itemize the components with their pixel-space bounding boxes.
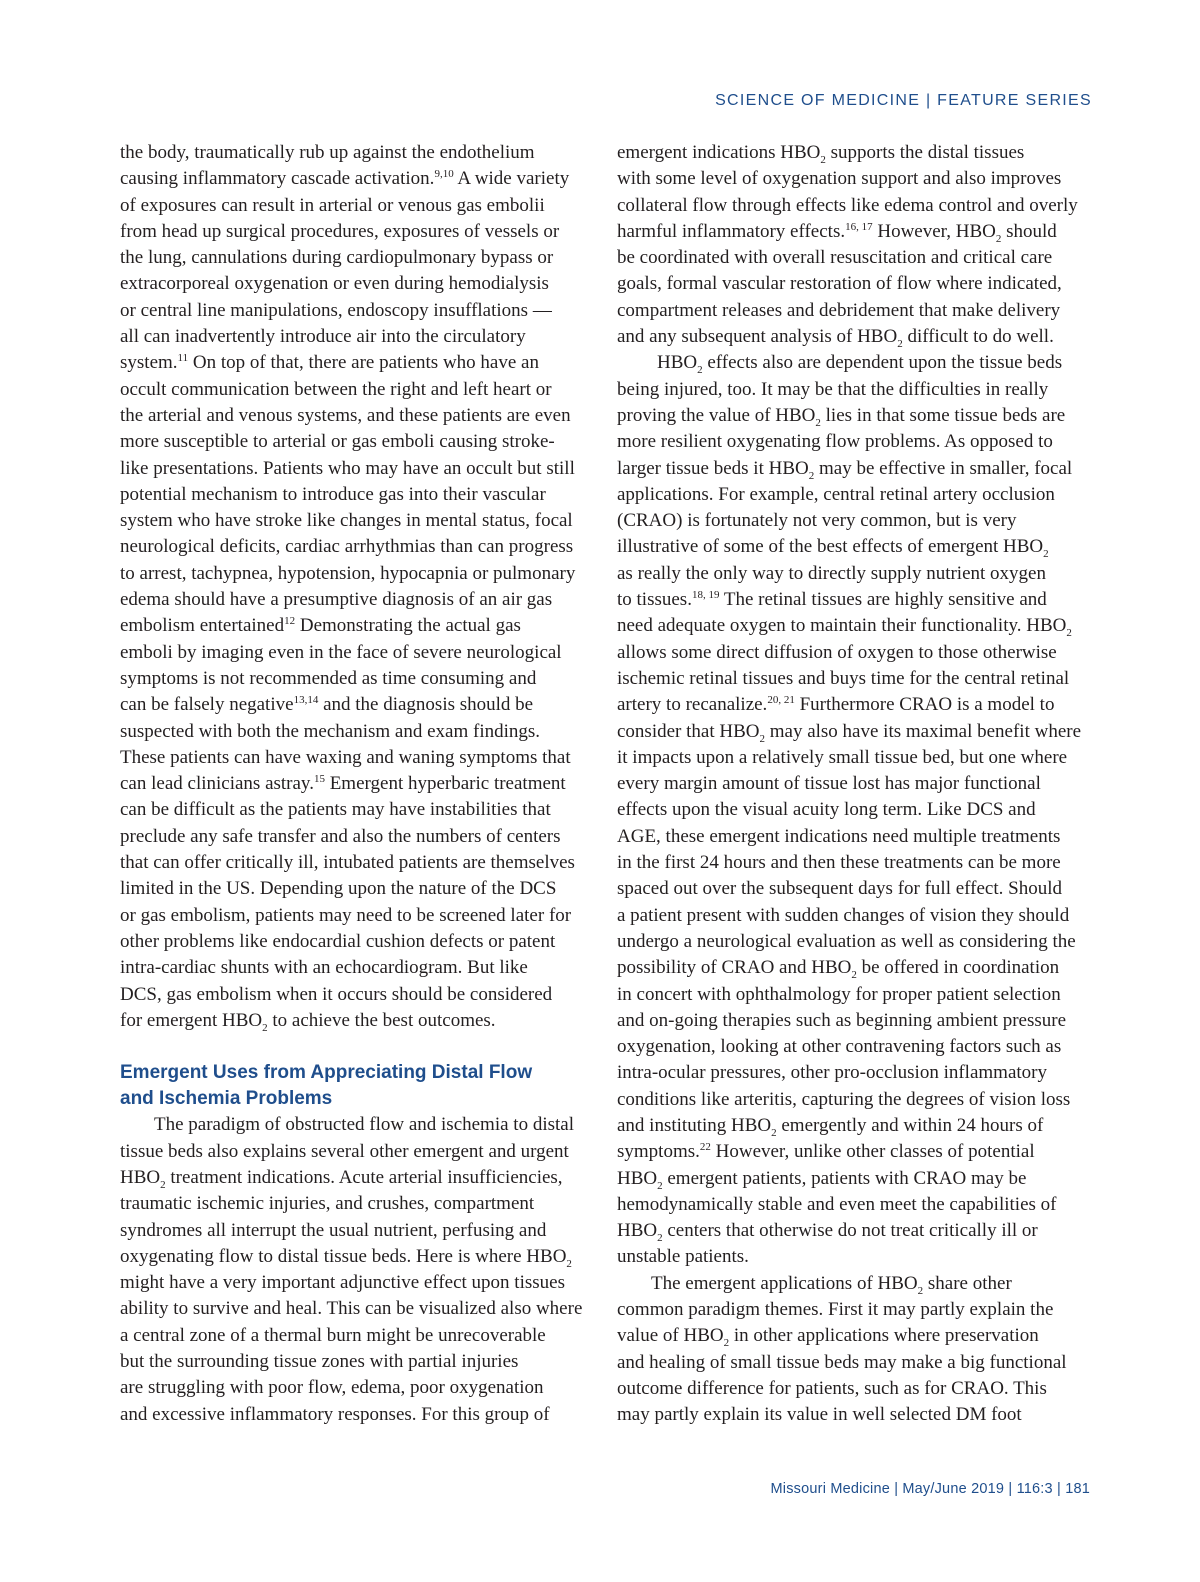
text-line: or central line manipulations, endoscopy insufflations — (120, 299, 552, 321)
right-column (617, 140, 1093, 1429)
text-line: of exposures can result in arterial or venous gas embolii (120, 194, 545, 216)
text-line: symptoms is not recommended as time consuming and (120, 667, 537, 689)
text-line: but the surrounding tissue zones with partial injuries (120, 1351, 519, 1373)
text-line: $HBO_2$ treatment indications. Acute arterial insufficiencies, (120, 1166, 563, 1191)
text-line: it impacts upon a relatively small tissue bed, but one where (617, 746, 1068, 768)
text-line: system.$^{11}$ On top of that, there are patients who have an (120, 352, 539, 374)
text-line: and any subsequent analysis of $HBO_2$ difficult to do well. (617, 326, 1054, 351)
text-line: goals, formal vascular restoration of flow where indicated, (617, 273, 1062, 295)
text-line: syndromes all interrupt the usual nutrient, perfusing and (120, 1219, 547, 1241)
text-line: being injured, too. It may be that the difficulties in really (617, 378, 1049, 400)
text-line: can lead clinicians astray.$^{15}$ Emergent hyperbaric treatment (120, 773, 566, 795)
running-header: SCIENCE OF MEDICINE | FEATURE SERIES (715, 92, 1092, 109)
paragraph-gap (120, 1034, 596, 1060)
text-line: The emergent applications of $HBO_2$ share other (651, 1272, 1012, 1297)
text-line: may partly explain its value in well selected DM foot (617, 1404, 1022, 1426)
text-line: causing inflammatory cascade activation.$^{9,10}$ A wide variety (120, 168, 570, 190)
text-line: effects upon the visual acuity long term. Like DCS and (617, 799, 1036, 821)
text-line: a central zone of a thermal burn might be unrecoverable (120, 1324, 546, 1346)
text-line: in the first 24 hours and then these treatments can be more (617, 852, 1061, 874)
text-line: collateral flow through effects like edema control and overly (617, 194, 1078, 216)
text-line: all can inadvertently introduce air into the circulatory (120, 326, 526, 348)
text-line: compartment releases and debridement that make delivery (617, 299, 1061, 321)
text-line: outcome difference for patients, such as for CRAO. This (617, 1377, 1047, 1399)
text-line: and healing of small tissue beds may make a big functional (617, 1351, 1067, 1373)
text-line: edema should have a presumptive diagnosis of an air gas (120, 589, 553, 611)
text-line: can be difficult as the patients may have instabilities that (120, 799, 551, 821)
text-line: applications. For example, central retinal artery occlusion (617, 483, 1055, 505)
text-line: for emergent $HBO_2$ to achieve the best outcomes. (120, 1009, 496, 1034)
text-line: system who have stroke like changes in mental status, focal (120, 510, 573, 532)
text-line: the arterial and venous systems, and these patients are even (120, 404, 571, 426)
text-line: $HBO_2$ effects also are dependent upon the tissue beds (657, 352, 1063, 377)
text-line: undergo a neurological evaluation as well as considering the (617, 930, 1076, 952)
text-line: neurological deficits, cardiac arrhythmias than can progress (120, 536, 574, 558)
text-line: conditions like arteritis, capturing the degrees of vision loss (617, 1088, 1071, 1110)
text-line: (CRAO) is fortunately not very common, but is very (617, 510, 1017, 532)
text-line: more susceptible to arterial or gas emboli causing stroke- (120, 431, 555, 453)
text-line: to arrest, tachypnea, hypotension, hypocapnia or pulmonary (120, 562, 576, 584)
section-heading: Emergent Uses from Appreciating Distal Flow (120, 1062, 533, 1084)
text-line: unstable patients. (617, 1246, 749, 1268)
text-line: preclude any safe transfer and also the numbers of centers (120, 825, 561, 847)
text-line: emergent indications $HBO_2$ supports the distal tissues (617, 142, 1025, 166)
text-line: traumatic ischemic injuries, and crushes, compartment (120, 1193, 535, 1215)
left-column (120, 140, 596, 1428)
text-line: from head up surgical procedures, exposures of vessels or (120, 220, 560, 242)
text-line: intra-cardiac shunts with an echocardiogram. But like (120, 957, 528, 979)
text-line: illustrative of some of the best effects of emergent $HBO_2$ (617, 536, 1049, 561)
text-line: a patient present with sudden changes of vision they should (617, 904, 1070, 926)
text-line: possibility of CRAO and $HBO_2$ be offered in coordination (617, 957, 1060, 982)
text-line: DCS, gas embolism when it occurs should be considered (120, 983, 553, 1005)
text-line: hemodynamically stable and even meet the capabilities of (617, 1193, 1057, 1215)
text-line: occult communication between the right and left heart or (120, 378, 552, 400)
text-line: the lung, cannulations during cardiopulmonary bypass or (120, 247, 554, 269)
text-line: common paradigm themes. First it may partly explain the (617, 1299, 1054, 1321)
text-line: allows some direct diffusion of oxygen to those otherwise (617, 641, 1057, 663)
text-line: tissue beds also explains several other emergent and urgent (120, 1140, 569, 1162)
text-line: in concert with ophthalmology for proper patient selection (617, 983, 1061, 1005)
text-line: can be falsely negative$^{13,14}$ and the diagnosis should be (120, 694, 534, 716)
text-line: emboli by imaging even in the face of severe neurological (120, 641, 562, 663)
text-line: like presentations. Patients who may have an occult but still (120, 457, 575, 479)
text-line: need adequate oxygen to maintain their functionality. $HBO_2$ (617, 615, 1072, 640)
text-line: more resilient oxygenating flow problems. As opposed to (617, 431, 1053, 453)
text-line: ability to survive and heal. This can be visualized also where (120, 1298, 583, 1320)
text-line: ischemic retinal tissues and buys time for the central retinal (617, 667, 1070, 689)
text-line: symptoms.$^{22}$ However, unlike other classes of potential (617, 1141, 1035, 1163)
text-line: and on-going therapies such as beginning ambient pressure (617, 1009, 1067, 1031)
text-line: larger tissue beds it $HBO_2$ may be effective in smaller, focal (617, 457, 1073, 482)
text-line: These patients can have waxing and waning symptoms that (120, 746, 571, 768)
text-line: extracorporeal oxygenation or even during hemodialysis (120, 273, 549, 295)
text-line: limited in the US. Depending upon the nature of the DCS (120, 878, 557, 900)
text-line: to tissues.$^{18, 19}$ The retinal tissues are highly sensitive and (617, 589, 1047, 611)
section-heading: and Ischemia Problems (120, 1088, 333, 1110)
text-line: spaced out over the subsequent days for full effect. Should (617, 878, 1062, 900)
text-line: that can offer critically ill, intubated patients are themselves (120, 852, 575, 874)
text-line: be coordinated with overall resuscitation and critical care (617, 247, 1053, 269)
text-line: consider that $HBO_2$ may also have its maximal benefit where (617, 720, 1082, 745)
text-line: potential mechanism to introduce gas into their vascular (120, 483, 546, 505)
text-line: value of $HBO_2$ in other applications where preservation (617, 1325, 1039, 1350)
text-line: AGE, these emergent indications need multiple treatments (617, 825, 1061, 847)
text-line: or gas embolism, patients may need to be screened later for (120, 904, 572, 926)
text-line: as really the only way to directly supply nutrient oxygen (617, 562, 1046, 584)
text-line: $HBO_2$ centers that otherwise do not treat critically ill or (617, 1220, 1038, 1245)
text-line: embolism entertained$^{12}$ Demonstrating the actual gas (120, 615, 521, 637)
text-line: $HBO_2$ emergent patients, patients with CRAO may be (617, 1167, 1027, 1192)
text-line: every margin amount of tissue lost has major functional (617, 773, 1041, 795)
text-line: oxygenating flow to distal tissue beds. Here is where $HBO_2$ (120, 1245, 572, 1270)
text-line: and instituting $HBO_2$ emergently and within 24 hours of (617, 1114, 1044, 1139)
text-line: suspected with both the mechanism and exam findings. (120, 720, 541, 742)
text-line: artery to recanalize.$^{20, 21}$ Furthermore CRAO is a model to (617, 694, 1055, 716)
text-line: with some level of oxygenation support and also improves (617, 168, 1062, 190)
text-line: harmful inflammatory effects.$^{16, 17}$ However, $HBO_2$ should (617, 220, 1057, 245)
text-line: other problems like endocardial cushion defects or patent (120, 930, 556, 952)
text-line: proving the value of $HBO_2$ lies in that some tissue beds are (617, 404, 1066, 429)
text-line: the body, traumatically rub up against the endothelium (120, 142, 535, 163)
text-line: are struggling with poor flow, edema, poor oxygenation (120, 1377, 544, 1399)
page-footer: Missouri Medicine | May/June 2019 | 116:3 | 181 (770, 1481, 1090, 1497)
text-line: The paradigm of obstructed flow and ischemia to distal (154, 1114, 574, 1136)
text-line: might have a very important adjunctive effect upon tissues (120, 1272, 565, 1294)
text-line: intra-ocular pressures, other pro-occlusion inflammatory (617, 1062, 1047, 1084)
text-line: and excessive inflammatory responses. For this group of (120, 1403, 550, 1425)
text-line: oxygenation, looking at other contravening factors such as (617, 1036, 1062, 1058)
